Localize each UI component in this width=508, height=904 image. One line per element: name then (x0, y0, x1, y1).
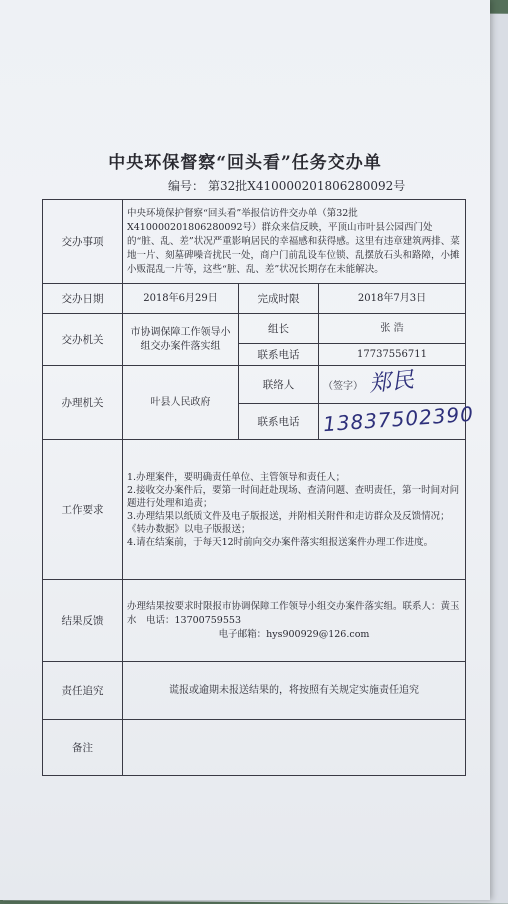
deadline-label: 完成时限 (239, 284, 319, 314)
serial-value: 第32批X410000201806280092号 (208, 179, 406, 193)
remarks-value (123, 720, 466, 776)
issuer-label: 交办机关 (43, 314, 123, 366)
matter-row (43, 200, 466, 284)
contact-hint: （签字） (323, 380, 363, 392)
requirement-item: 4.请在结案前，于每天12时前向交办案件落实组报送案件办理工作进度。 (127, 536, 434, 548)
requirement-item: 3.办理结果以纸质文件及电子版报送，并附相关附件和走访群众及反馈情况；《转办数据》以电子版报送； (127, 510, 450, 535)
accountability-text: 谎报或逾期未报送结果的，将按照有关规定实施责任追究 (123, 662, 466, 720)
remarks-row (43, 720, 466, 776)
handler-label: 办理机关 (43, 366, 123, 440)
feedback-row (43, 580, 466, 662)
handler-phone-label: 联系电话 (239, 404, 319, 440)
requirements-row (43, 440, 466, 580)
serial-label: 编号： (168, 179, 205, 193)
handler-phone-value: 13837502390 (322, 401, 475, 437)
feedback-email: 电子邮箱：hys900929@126.com (218, 628, 370, 640)
issuer-value: 市协调保障工作领导小组交办案件落实组 (123, 314, 239, 366)
document-title: 中央环保督察“回头看”任务交办单 (108, 153, 382, 173)
feedback-label: 结果反馈 (43, 580, 123, 662)
issuer-phone-value: 17737556711 (319, 344, 466, 366)
leader-label: 组长 (239, 314, 319, 344)
remarks-label: 备注 (43, 720, 123, 776)
requirement-item: 2.接收交办案件后，要第一时间赶赴现场、查清问题、查明责任，第一时间对问题进行处理和追责； (127, 484, 460, 509)
serial-number (168, 177, 405, 194)
accountability-row (43, 662, 466, 720)
issuer-row (43, 314, 466, 344)
accountability-label: 责任追究 (43, 662, 123, 720)
handler-value: 叶县人民政府 (123, 366, 239, 440)
requirements-label: 工作要求 (43, 440, 123, 580)
requirement-item: 1.办理案件，要明确责任单位、主管领导和责任人； (127, 471, 346, 483)
contact-cell (319, 366, 466, 404)
matter-label: 交办事项 (43, 200, 123, 284)
leader-value: 张 浩 (319, 314, 466, 344)
matter-text: 中央环境保护督察“回头看”举报信访件交办单（第32批X410000201806280092号）群众来信反映，平顶山市叶县公园西门处的“脏、乱、差”状况严重影响居民的幸福感和获得感。这里有违章建筑两排、菜地一片、刻墓碑噪音扰民一处，商户门前乱设车位锁、乱摆放石头和路障，小摊小贩混乱一片等，这些“脏、乱、差”状况长期存在未能解决。 (123, 200, 466, 284)
feedback-cell (123, 580, 466, 662)
deadline-value: 2018年7月3日 (319, 284, 466, 314)
handler-row (43, 366, 466, 404)
handler-phone-cell (319, 401, 475, 440)
contact-label: 联络人 (239, 366, 319, 404)
contact-signature: 郑民 (367, 367, 417, 397)
feedback-text: 办理结果按要求时限报市协调保障工作领导小组交办案件落实组。联系人：黄玉水 电话：13700759553 (127, 600, 460, 626)
date-value: 2018年6月29日 (123, 284, 239, 314)
date-label: 交办日期 (43, 284, 123, 314)
issuer-phone-label: 联系电话 (239, 344, 319, 366)
requirements-list (123, 440, 466, 580)
date-row (43, 284, 466, 314)
assignment-table (42, 199, 475, 776)
